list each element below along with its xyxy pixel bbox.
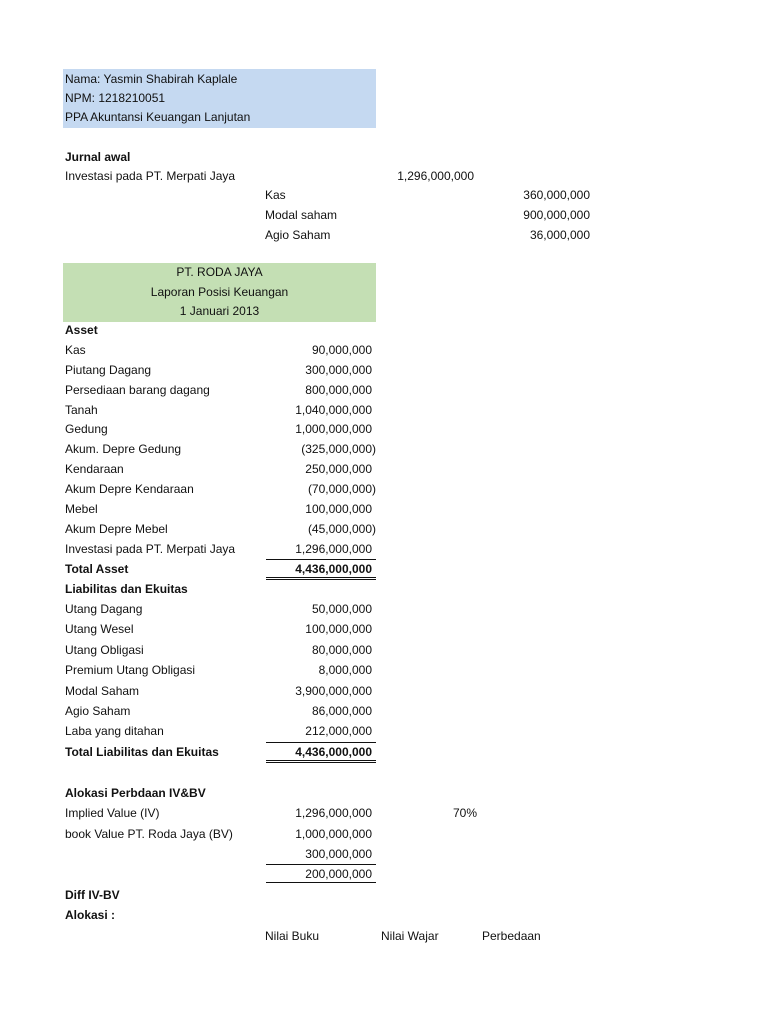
total-asset-underline (266, 577, 376, 580)
liab-row-label: Modal Saham (65, 683, 140, 698)
asset-row-value: 800,000,000 (305, 382, 372, 397)
alokasi-heading: Alokasi Perbdaan IV&BV (65, 786, 206, 800)
jurnal-credit-value: 36,000,000 (529, 228, 590, 242)
asset-row-value: (45,000,000) (307, 521, 376, 536)
liab-row-label: Laba yang ditahan (65, 724, 164, 739)
total-liab-value: 4,436,000,000 (295, 745, 372, 759)
liab-row-value: 80,000,000 (311, 642, 372, 657)
diff-label: Diff IV-BV (65, 888, 120, 902)
total-liab-label: Total Liabilitas dan Ekuitas (65, 745, 219, 759)
asset-row-value: 1,296,000,000 (295, 541, 372, 556)
jurnal-debit-value: 1,296,000,000 (397, 169, 474, 183)
course-title: PPA Akuntansi Keuangan Lanjutan (65, 110, 251, 124)
alokasi-label: Alokasi : (65, 908, 116, 922)
asset-row-value: 100,000,000 (305, 501, 372, 516)
liab-row-label: Utang Wesel (65, 622, 134, 637)
total-liab-underline (266, 760, 376, 763)
extra-value-amount: 300,000,000 (305, 847, 372, 861)
implied-value-pct: 70% (452, 806, 477, 820)
liab-row-value: 100,000,000 (305, 622, 372, 637)
col-nilai-wajar: Nilai Wajar (381, 929, 439, 943)
jurnal-debit-label: Investasi pada PT. Merpati Jaya (65, 169, 236, 183)
asset-row-label: Mebel (65, 501, 98, 516)
asset-row-value: (70,000,000) (307, 481, 376, 496)
jurnal-credit-value: 900,000,000 (523, 208, 590, 222)
report-title: Laporan Posisi Keuangan (150, 285, 289, 299)
report-date: 1 Januari 2013 (179, 304, 260, 318)
asset-row-value: 250,000,000 (305, 462, 372, 477)
total-asset-value: 4,436,000,000 (295, 562, 372, 576)
liab-row-value: 212,000,000 (305, 724, 372, 739)
asset-row-value: 300,000,000 (305, 362, 372, 377)
asset-row-label: Investasi pada PT. Merpati Jaya (65, 541, 236, 556)
diff-value-amount: 200,000,000 (305, 867, 372, 881)
jurnal-title: Jurnal awal (65, 150, 131, 164)
asset-row-label: Akum. Depre Gedung (65, 442, 182, 457)
liab-row-label: Utang Obligasi (65, 642, 144, 657)
asset-row-label: Tanah (65, 402, 98, 417)
jurnal-credit-label: Kas (265, 188, 286, 202)
implied-value-label: Implied Value (IV) (65, 806, 160, 820)
asset-row-label: Piutang Dagang (65, 362, 152, 377)
asset-row-value: 90,000,000 (311, 343, 372, 357)
student-name: Nama: Yasmin Shabirah Kaplale (65, 72, 238, 86)
col-nilai-buku: Nilai Buku (265, 929, 320, 943)
student-npm: NPM: 1218210051 (65, 91, 166, 105)
asset-row-value: 1,000,000,000 (295, 422, 372, 437)
total-asset-label: Total Asset (65, 562, 129, 576)
liab-heading: Liabilitas dan Ekuitas (65, 582, 188, 596)
report-company: PT. RODA JAYA (176, 265, 263, 279)
book-value-amount: 1,000,000,000 (295, 827, 372, 841)
asset-row-value: (325,000,000) (301, 442, 376, 457)
liab-row-label: Premium Utang Obligasi (65, 663, 196, 678)
jurnal-credit-value: 360,000,000 (523, 188, 590, 202)
asset-row-label: Persediaan barang dagang (65, 382, 210, 397)
jurnal-credit-label: Agio Saham (265, 228, 331, 242)
liab-row-label: Agio Saham (65, 704, 131, 718)
liab-row-label: Utang Dagang (65, 602, 143, 616)
asset-row-label: Kendaraan (65, 462, 124, 477)
implied-value-amount: 1,296,000,000 (295, 806, 372, 820)
asset-row-label: Akum Depre Mebel (65, 521, 168, 536)
liab-row-value: 3,900,000,000 (295, 683, 372, 698)
asset-heading: Asset (65, 323, 98, 337)
asset-row-label: Gedung (65, 422, 108, 437)
liab-row-value: 8,000,000 (318, 663, 372, 678)
liab-row-value: 50,000,000 (311, 602, 372, 616)
diff-underline-bottom (266, 882, 376, 883)
asset-row-label: Akum Depre Kendaraan (65, 481, 194, 496)
liab-row-value: 86,000,000 (311, 704, 372, 718)
col-perbedaan: Perbedaan (482, 929, 541, 943)
book-value-label: book Value PT. Roda Jaya (BV) (65, 827, 233, 841)
asset-row-value: 1,040,000,000 (295, 402, 372, 417)
asset-row-label: Kas (65, 343, 86, 357)
jurnal-credit-label: Modal saham (265, 208, 338, 222)
